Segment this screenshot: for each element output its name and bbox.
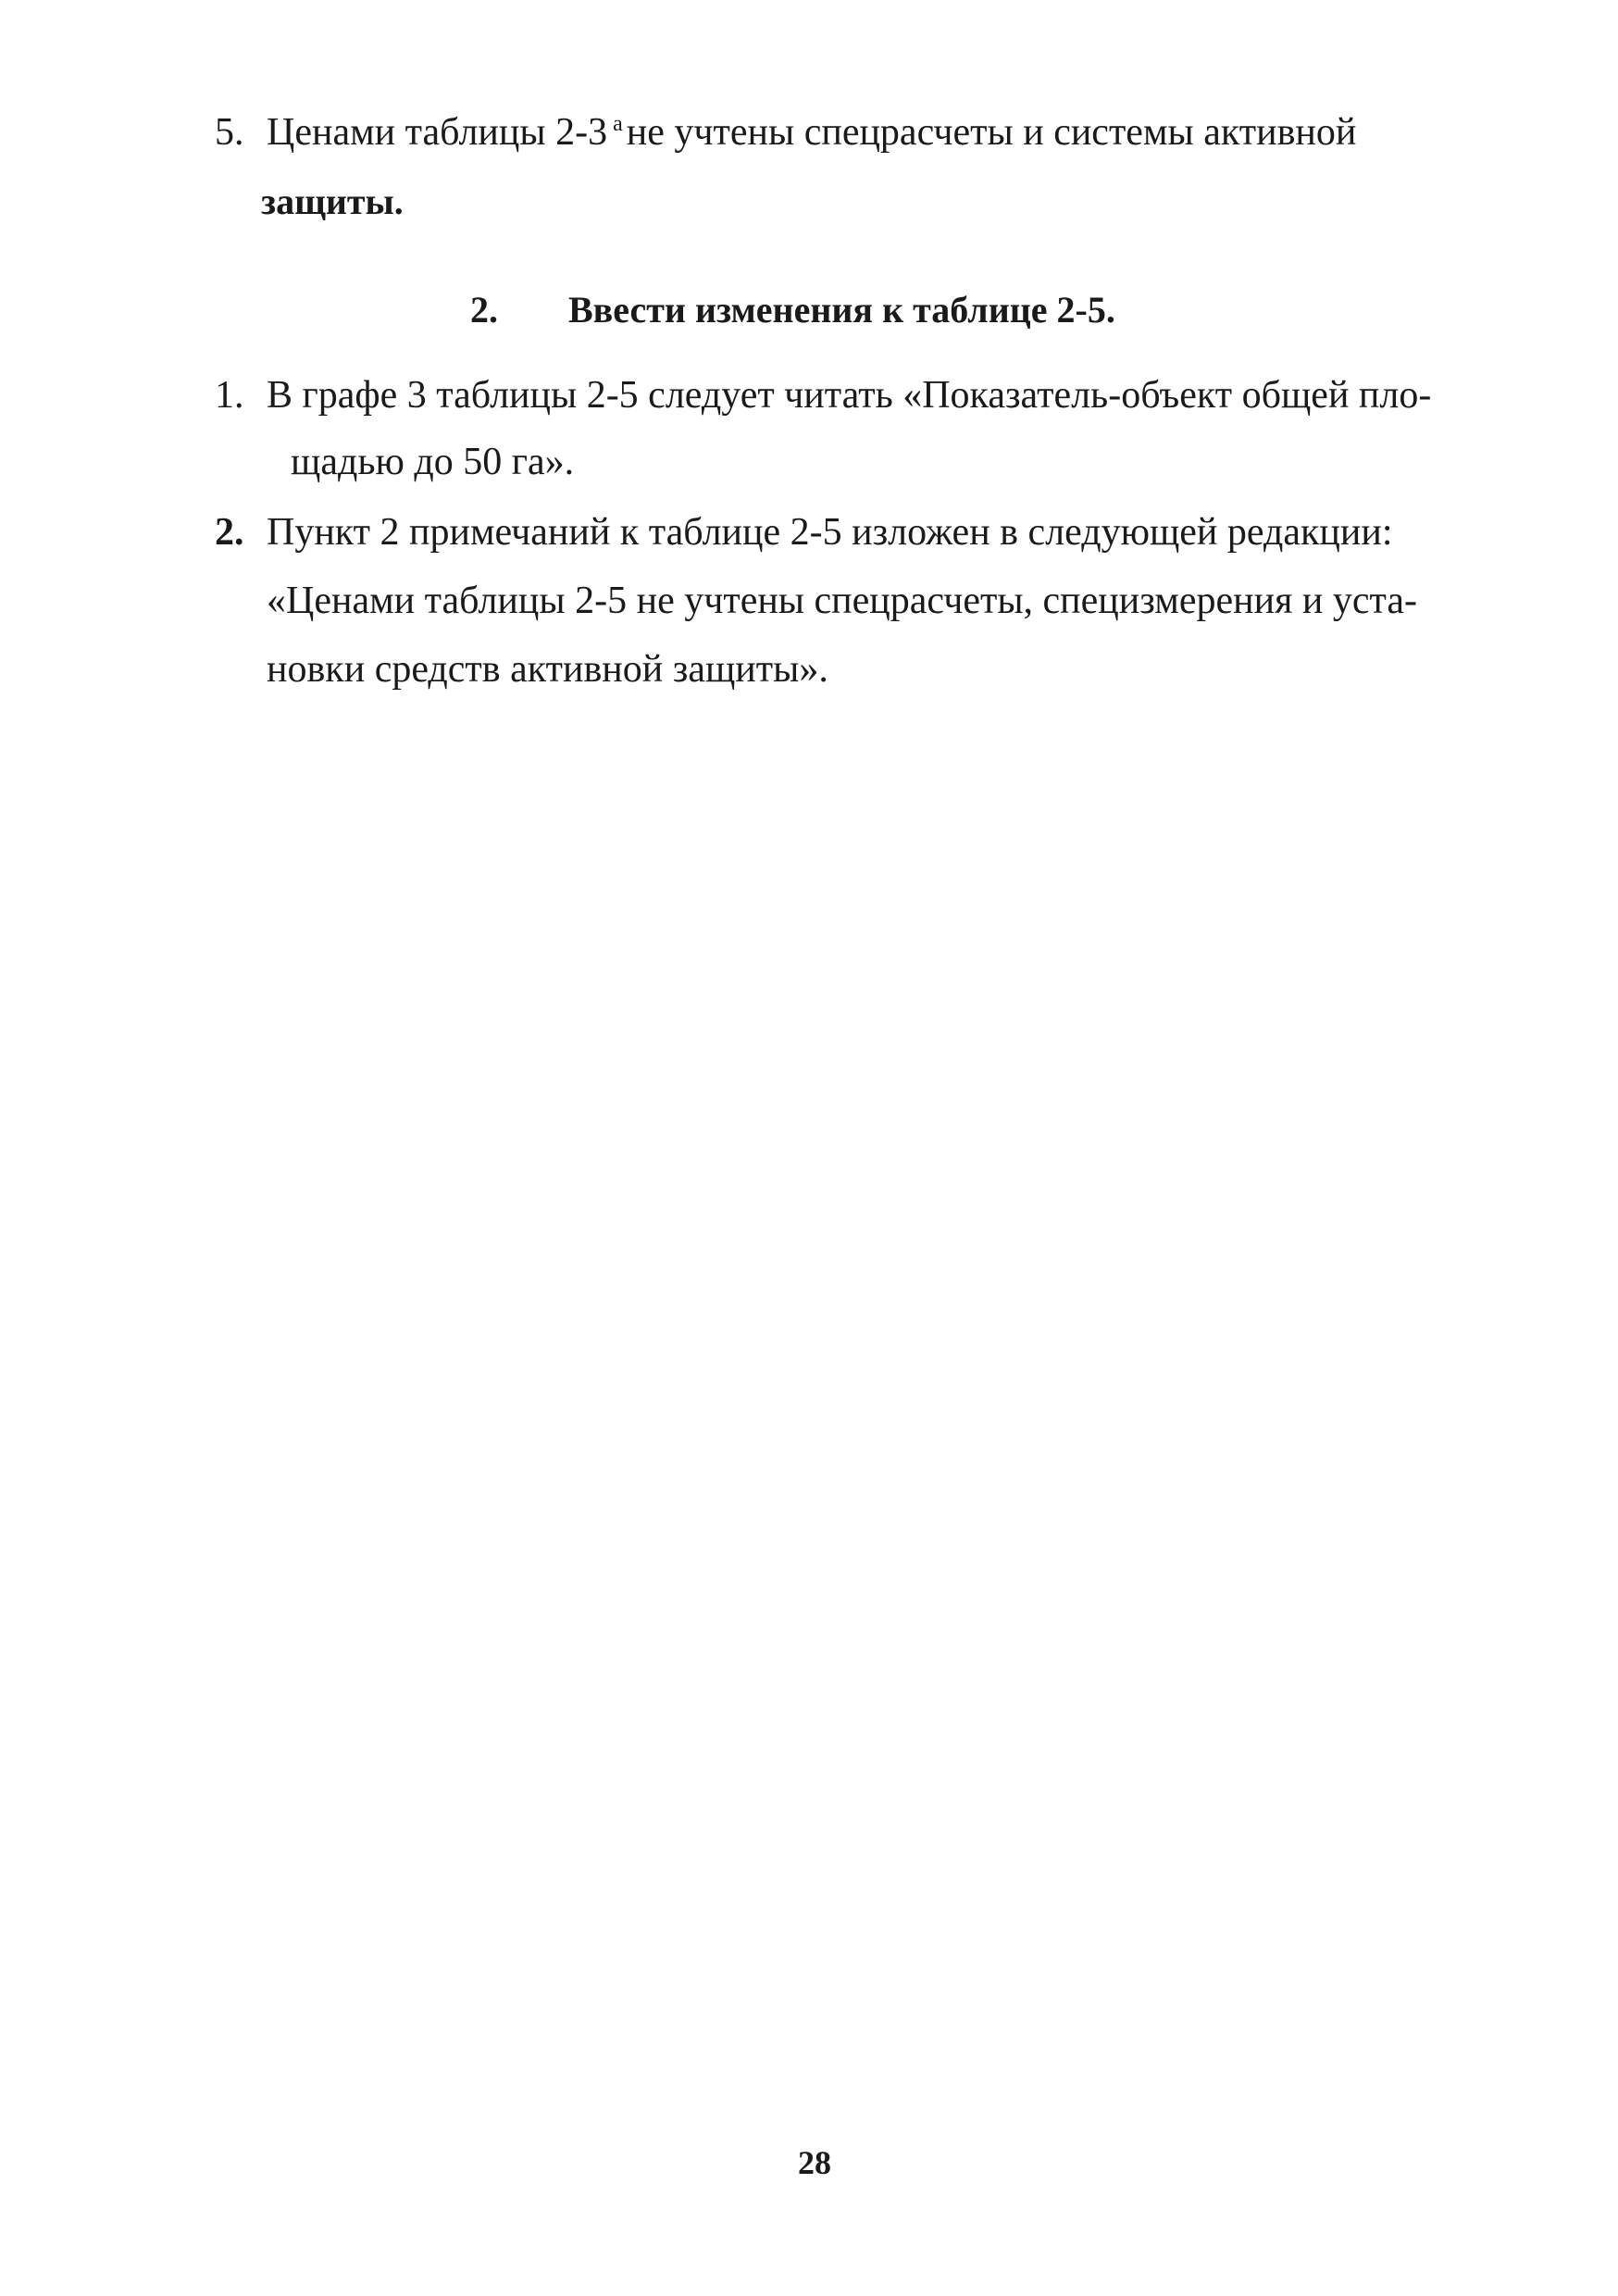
item-1-line-2: щадью до 50 га».: [291, 441, 575, 483]
item-2-number: 2.: [215, 511, 244, 554]
item-2-line-3: новки средств активной защиты».: [267, 648, 828, 691]
item-2-text-line1: Пункт 2 примечаний к таблице 2-5 изложен в следующей редакции:: [267, 511, 1393, 554]
item-2-line-2: «Ценами таблицы 2-5 не учтены спецрасчеты, специзмерения и уста-: [267, 580, 1417, 622]
item-1-number: 1.: [215, 374, 244, 417]
item-2-line-1: [215, 513, 1393, 552]
item-1-text-line1: В графе 3 таблицы 2-5 следует читать «Показатель-объект общей пло-: [267, 374, 1432, 417]
item-1-line-1: [215, 376, 1431, 415]
item-5-line-1: [215, 113, 1356, 152]
section-2-title: Ввести изменения к таблице 2-5.: [568, 289, 1115, 331]
item-5-text-part2: не учтены спецрасчеты и системы активной: [626, 111, 1357, 154]
page-number: 28: [798, 2144, 831, 2181]
item-5-text-part1: Ценами таблицы 2-3: [267, 111, 608, 154]
item-5-superscript: а: [613, 112, 623, 136]
item-5-continuation: защиты.: [261, 181, 404, 222]
item-5-number: 5.: [215, 111, 244, 154]
section-2-heading: [470, 289, 1115, 331]
section-2-number: 2.: [470, 289, 498, 331]
